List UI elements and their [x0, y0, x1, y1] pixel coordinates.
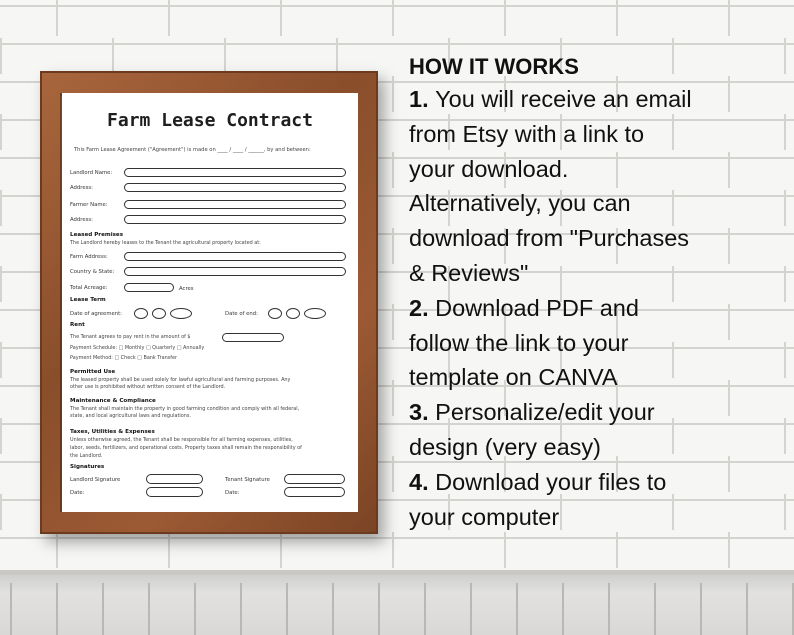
landlord-date-field[interactable] [146, 487, 203, 497]
maintenance-text-1: The Tenant shall maintain the property in good farming condition and comply with all federal, [70, 406, 300, 412]
document-intro: This Farm Lease Agreement ("Agreement") is made on ____ / ____ / ______, by and between: [74, 147, 311, 153]
taxes-text-3: the Landlord. [70, 453, 103, 459]
floor-plank-seam [148, 583, 150, 635]
steps-list [409, 82, 789, 534]
end-day-field[interactable] [268, 308, 282, 319]
payment-schedule-options[interactable]: Payment Schedule: □ Monthly □ Quarterly □ Annually [70, 345, 205, 351]
floor-plank-seam [286, 583, 288, 635]
how-it-works-panel [409, 52, 789, 534]
step-1-line-2: from Etsy with a link to [409, 120, 645, 147]
agreement-year-field[interactable] [170, 308, 192, 319]
farmer-address-field[interactable] [124, 215, 346, 224]
floor-plank-seam [562, 583, 564, 635]
floor-plank-seam [56, 583, 58, 635]
floor-plank-seam [424, 583, 426, 635]
taxes-text-2: labor, seeds, fertilizers, and operational costs. Property taxes shall remain the responsibility of [70, 445, 302, 451]
end-year-field[interactable] [304, 308, 326, 319]
step-1-number: 1. [409, 86, 436, 112]
country-state-label: Country & State: [70, 269, 115, 275]
step-2-line-3: template on CANVA [409, 364, 618, 391]
agreement-day-field[interactable] [134, 308, 148, 319]
agreement-month-field[interactable] [152, 308, 166, 319]
rent-amount-field[interactable] [222, 333, 284, 342]
floor-plank-seam [516, 583, 518, 635]
tenant-signature-label: Tenant Signature [225, 477, 270, 483]
landlord-name-field[interactable] [124, 168, 346, 177]
floor-plank-seam [700, 583, 702, 635]
farmer-name-field[interactable] [124, 200, 346, 209]
floor-plank-seam [470, 583, 472, 635]
wood-floor [0, 575, 794, 635]
taxes-heading: Taxes, Utilities & Expenses [70, 429, 155, 435]
landlord-signature-label: Landlord Signature [70, 477, 121, 483]
date-of-end-label: Date of end: [225, 311, 258, 317]
floor-plank-seam [332, 583, 334, 635]
farmer-name-label: Farmer Name: [70, 202, 108, 208]
floor-plank-seam [654, 583, 656, 635]
maintenance-heading: Maintenance & Compliance [70, 398, 156, 404]
landlord-address-label: Address: [70, 185, 93, 191]
step-3-number: 3. [409, 399, 436, 426]
step-2-line-1: 2. Download PDF and [409, 294, 639, 321]
brick-row [0, 532, 794, 568]
step-1-line-3: your download. [409, 155, 569, 182]
end-month-field[interactable] [286, 308, 300, 319]
farm-address-field[interactable] [124, 252, 346, 261]
date-of-agreement-label: Date of agreement: [70, 311, 122, 317]
floor-plank-seam [102, 583, 104, 635]
landlord-address-field[interactable] [124, 183, 346, 192]
floor-plank-seam [378, 583, 380, 635]
permitted-use-text-1: The leased property shall be used solely for lawful agricultural and farming purposes. Any [70, 377, 291, 383]
floor-plank-seam [240, 583, 242, 635]
brick-row [0, 0, 794, 36]
maintenance-text-2: state, and local agricultural laws and regulations. [70, 413, 191, 419]
floor-plank-seam [10, 583, 12, 635]
leased-premises-heading: Leased Premises [70, 232, 124, 238]
document-title: Farm Lease Contract [107, 110, 313, 131]
farm-address-label: Farm Address: [70, 254, 108, 260]
leased-premises-text: The Landlord hereby leases to the Tenant the agricultural property located at: [70, 240, 261, 246]
taxes-text-1: Unless otherwise agreed, the Tenant shall be responsible for all farming expenses, utilities, [70, 437, 293, 443]
step-4-line-1: 4. Download your files to [409, 468, 667, 495]
landlord-name-label: Landlord Name: [70, 170, 113, 176]
step-1-line-5: download from "Purchases [409, 225, 690, 252]
step-4-line-2: your computer [409, 503, 560, 530]
total-acreage-field[interactable] [124, 283, 174, 292]
floor-plank-seam [194, 583, 196, 635]
tenant-date-label: Date: [225, 490, 240, 496]
landlord-date-label: Date: [70, 490, 85, 496]
permitted-use-heading: Permitted Use [70, 369, 116, 375]
step-3-line-2: design (very easy) [409, 433, 601, 460]
rent-amount-label: The Tenant agrees to pay rent in the amount of $ [70, 334, 191, 340]
floor-plank-seam [608, 583, 610, 635]
acres-label: Acres [179, 286, 194, 292]
step-4-number: 4. [409, 468, 436, 495]
step-2-line-2: follow the link to your [409, 329, 629, 356]
step-1-line-1: 1. You will receive an email [409, 86, 692, 112]
tenant-date-field[interactable] [284, 487, 345, 497]
rent-heading: Rent [70, 322, 85, 328]
landlord-signature-field[interactable] [146, 474, 203, 484]
step-2-number: 2. [409, 294, 436, 321]
step-1-line-4: Alternatively, you can [409, 190, 631, 217]
lease-term-heading: Lease Term [70, 297, 106, 303]
step-3-line-1: 3. Personalize/edit your [409, 399, 655, 426]
tenant-signature-field[interactable] [284, 474, 345, 484]
floor-plank-seam [746, 583, 748, 635]
payment-method-options[interactable]: Payment Method: □ Check □ Bank Transfer [70, 355, 177, 361]
signatures-heading: Signatures [70, 464, 105, 470]
country-state-field[interactable] [124, 267, 346, 276]
permitted-use-text-2: other use is prohibited without written consent of the Landlord. [70, 384, 226, 390]
farmer-address-label: Address: [70, 217, 93, 223]
how-it-works-title: HOW IT WORKS [409, 54, 579, 79]
total-acreage-label: Total Acreage: [70, 285, 108, 291]
step-1-line-6: & Reviews" [409, 259, 529, 286]
